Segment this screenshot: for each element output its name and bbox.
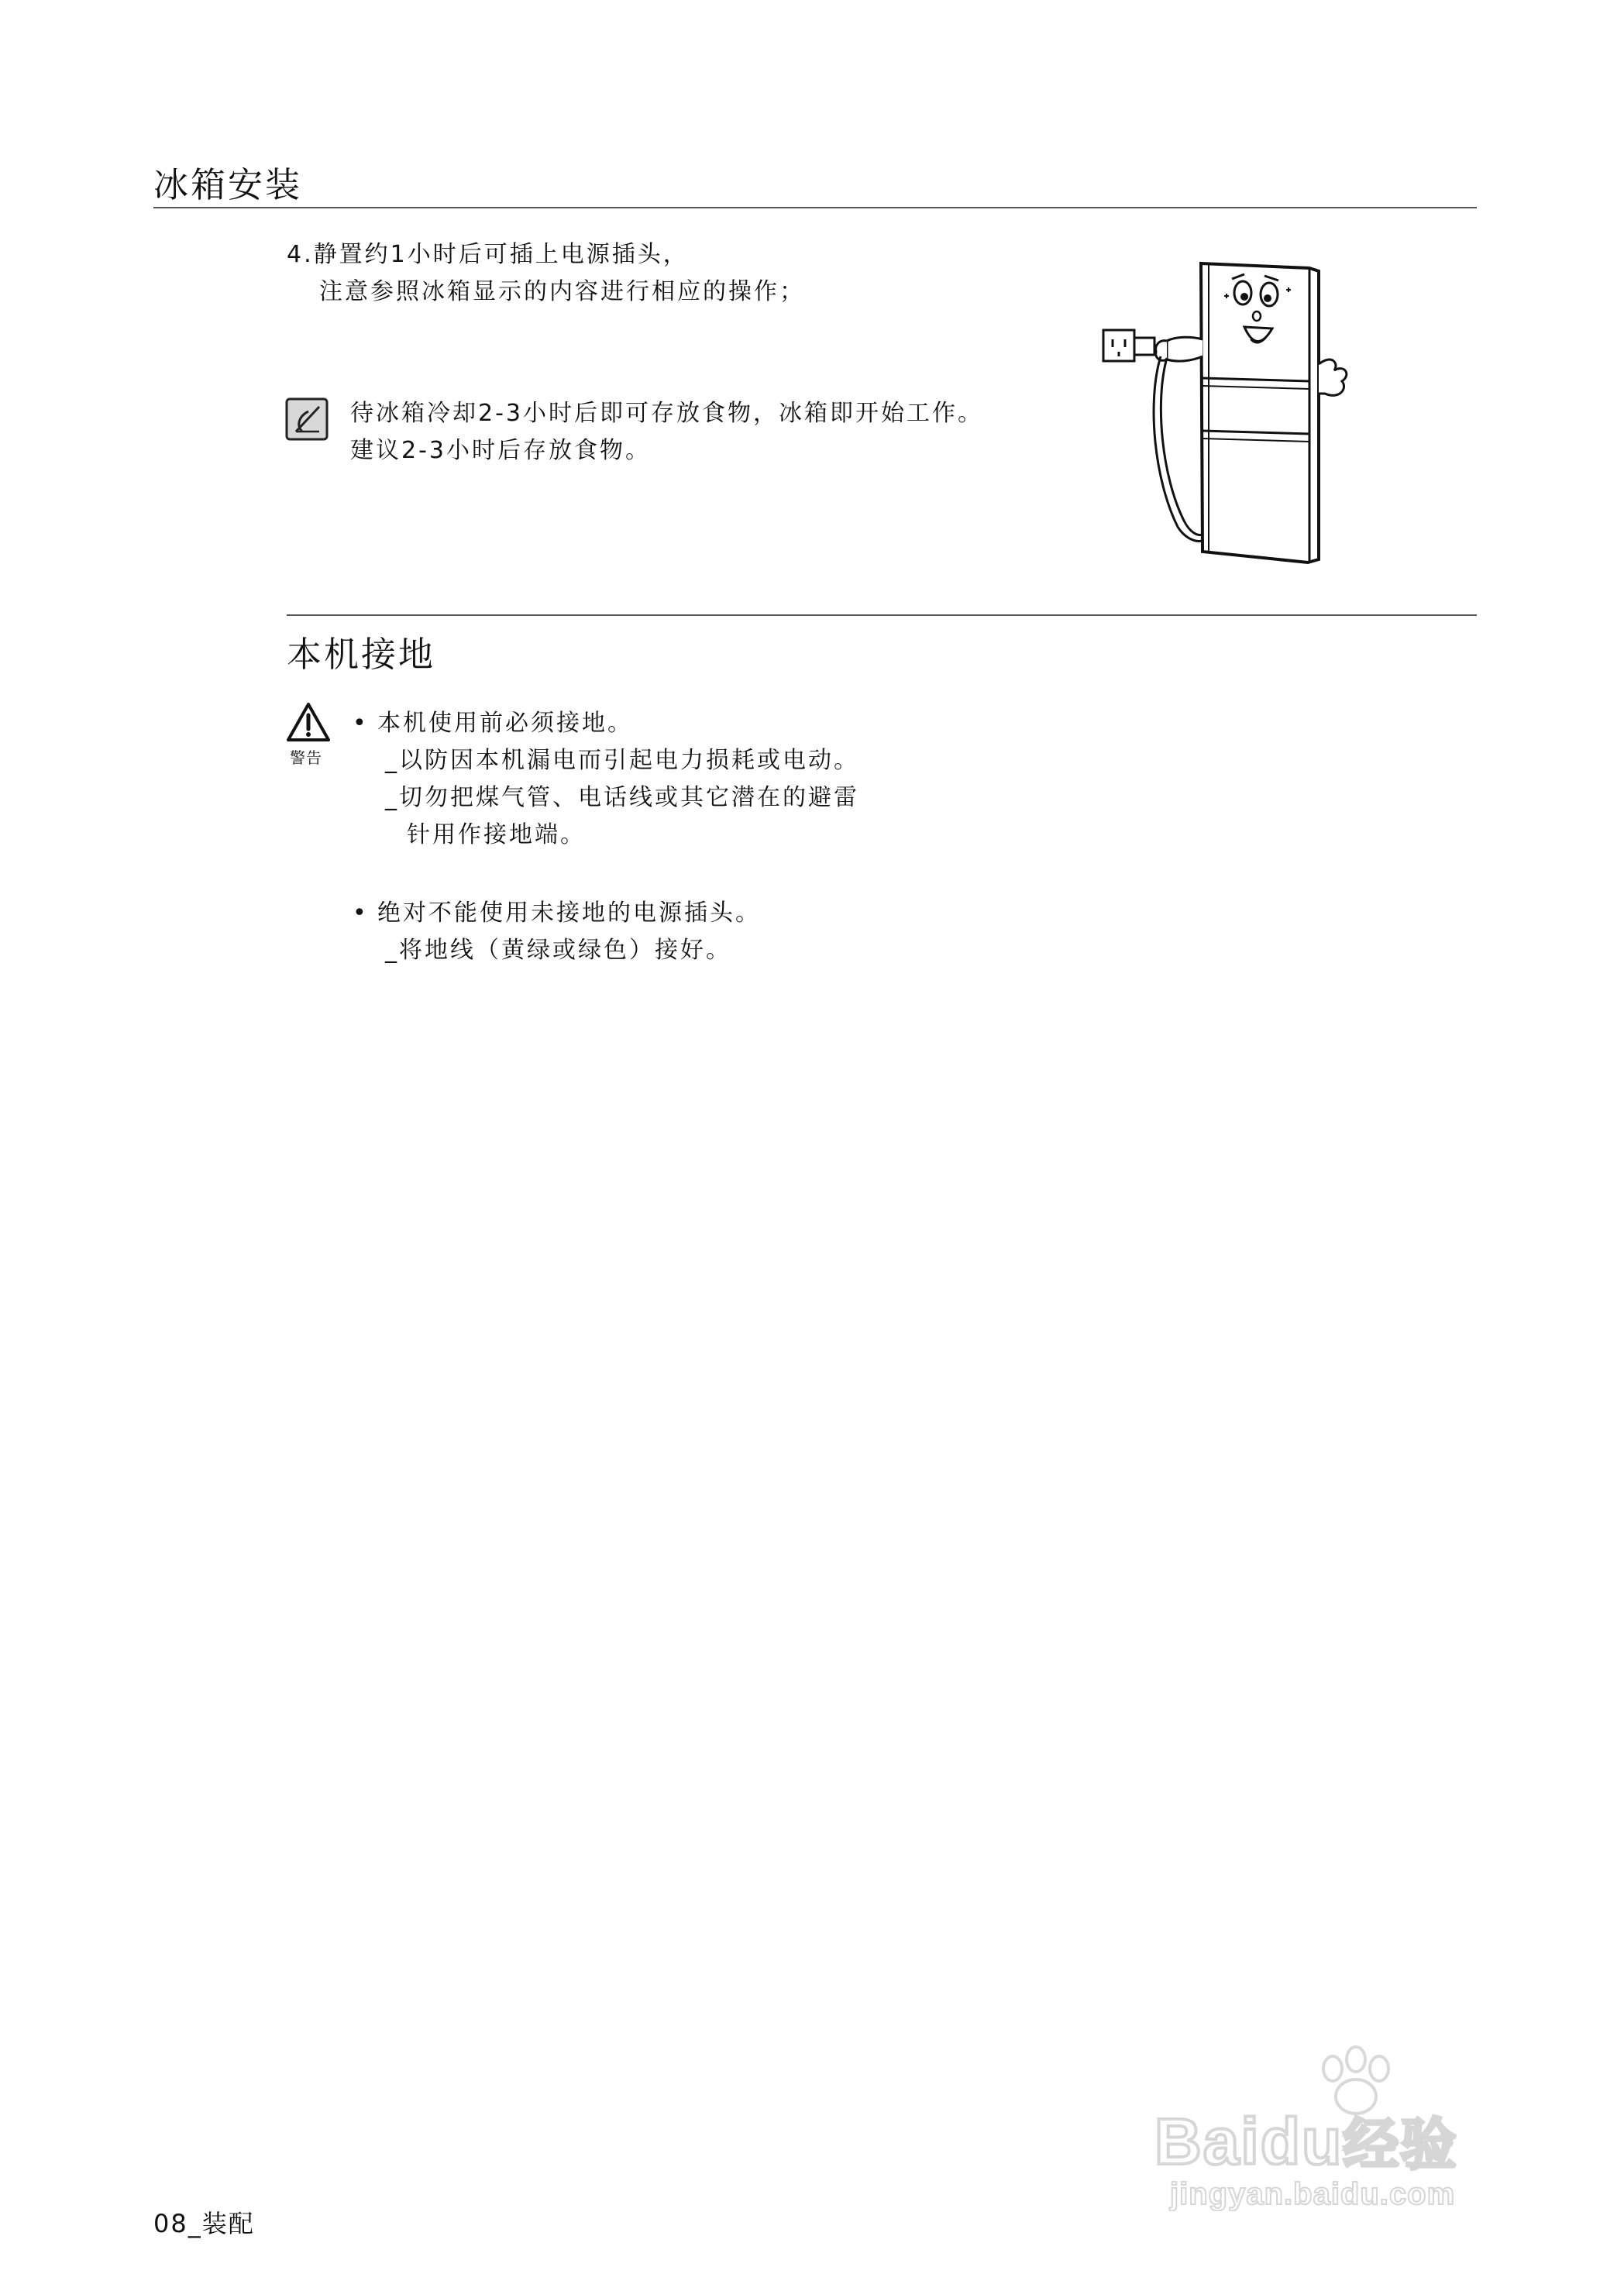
watermark-url: jingyan.baidu.com xyxy=(1170,2177,1456,2211)
note-text xyxy=(350,395,983,470)
bullet-2-main xyxy=(353,895,761,932)
section-divider xyxy=(153,207,1477,208)
step-4-line-1: 4.静置约1小时后可插上电源插头， xyxy=(287,241,689,268)
section-divider-grounding xyxy=(287,614,1477,616)
bullet-1-main-text: 本机使用前必须接地。 xyxy=(377,710,633,737)
bullet-1-sub-2: _切勿把煤气管、电话线或其它潜在的避雷 xyxy=(385,784,859,811)
warning-icon xyxy=(285,701,332,743)
note-icon xyxy=(285,397,329,441)
section-title-grounding: 本机接地 xyxy=(287,634,436,675)
note-line-2: 建议2-3小时后存放食物。 xyxy=(350,437,651,464)
section-title-installation: 冰箱安装 xyxy=(153,164,303,205)
step-4-line-2: 注意参照冰箱显示的内容进行相应的操作； xyxy=(319,278,805,305)
note-line-1: 待冰箱冷却2-3小时后即可存放食物，冰箱即开始工作。 xyxy=(350,400,983,427)
baidu-watermark xyxy=(1154,2045,1557,2216)
watermark-brand-suffix: 经验 xyxy=(1343,2114,1458,2176)
bullet-1-sub-1: _以防因本机漏电而引起电力损耗或电动。 xyxy=(385,747,859,774)
bullet-1-main xyxy=(353,705,859,742)
bullet-2-main-text: 绝对不能使用未接地的电源插头。 xyxy=(377,899,761,927)
refrigerator-mascot-illustration xyxy=(1092,248,1364,573)
bullet-2-sub-1: _将地线（黄绿或绿色）接好。 xyxy=(385,937,731,964)
bullet-dot: • xyxy=(353,710,369,737)
step-4-text xyxy=(287,236,805,311)
grounding-bullet-1 xyxy=(353,705,859,854)
bullet-1-sub-3: 针用作接地端。 xyxy=(407,821,586,848)
watermark-brand xyxy=(1154,2100,1457,2180)
warning-label: 警告 xyxy=(290,748,322,767)
grounding-bullet-2 xyxy=(353,895,761,969)
watermark-brand-text: Baidu xyxy=(1154,2105,1344,2178)
page-footer: 08_装配 xyxy=(153,2209,255,2238)
bullet-dot: • xyxy=(353,899,369,927)
